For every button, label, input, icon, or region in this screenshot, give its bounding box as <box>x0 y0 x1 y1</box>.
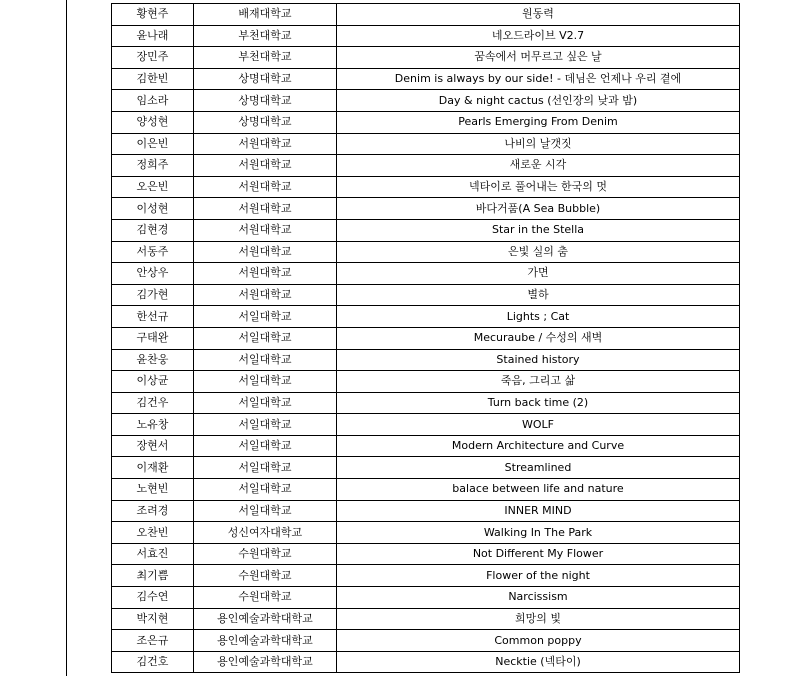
school-cell: 서원대학교 <box>194 241 337 263</box>
work-title-cell: 은빛 실의 춤 <box>337 241 740 263</box>
table-row <box>112 133 740 155</box>
school-cell: 서일대학교 <box>194 479 337 501</box>
table-row <box>112 263 740 285</box>
award-list-table <box>111 3 740 673</box>
page-left-border <box>66 0 67 676</box>
table-row <box>112 349 740 371</box>
table-row <box>112 522 740 544</box>
school-cell: 서일대학교 <box>194 306 337 328</box>
student-name-cell: 김현경 <box>112 219 194 241</box>
table-row <box>112 241 740 263</box>
work-title-cell: 죽음, 그리고 삶 <box>337 371 740 393</box>
table-row <box>112 587 740 609</box>
work-title-cell: 네오드라이브 V2.7 <box>337 25 740 47</box>
table-row <box>112 68 740 90</box>
table-row <box>112 500 740 522</box>
work-title-cell: Modern Architecture and Curve <box>337 435 740 457</box>
school-cell: 서원대학교 <box>194 284 337 306</box>
school-cell: 서일대학교 <box>194 327 337 349</box>
student-name-cell: 양성현 <box>112 111 194 133</box>
student-name-cell: 임소라 <box>112 90 194 112</box>
table-row <box>112 435 740 457</box>
table-row <box>112 651 740 673</box>
school-cell: 용인예술과학대학교 <box>194 608 337 630</box>
table-row <box>112 457 740 479</box>
table-row <box>112 47 740 69</box>
student-name-cell: 정희주 <box>112 155 194 177</box>
student-name-cell: 구태완 <box>112 327 194 349</box>
school-cell: 부천대학교 <box>194 25 337 47</box>
table-row <box>112 111 740 133</box>
work-title-cell: WOLF <box>337 414 740 436</box>
student-name-cell: 김한빈 <box>112 68 194 90</box>
student-name-cell: 조려경 <box>112 500 194 522</box>
table-row <box>112 284 740 306</box>
student-name-cell: 노유창 <box>112 414 194 436</box>
work-title-cell: 새로운 시각 <box>337 155 740 177</box>
student-name-cell: 이상균 <box>112 371 194 393</box>
table-row <box>112 155 740 177</box>
school-cell: 수원대학교 <box>194 543 337 565</box>
student-name-cell: 김건우 <box>112 392 194 414</box>
work-title-cell: 넥타이로 풀어내는 한국의 멋 <box>337 176 740 198</box>
school-cell: 서일대학교 <box>194 414 337 436</box>
work-title-cell: Pearls Emerging From Denim <box>337 111 740 133</box>
school-cell: 서일대학교 <box>194 371 337 393</box>
table-row <box>112 630 740 652</box>
work-title-cell: 바다거품(A Sea Bubble) <box>337 198 740 220</box>
table-row <box>112 392 740 414</box>
school-cell: 용인예술과학대학교 <box>194 651 337 673</box>
document-table-container <box>111 3 740 673</box>
table-row <box>112 219 740 241</box>
table-row <box>112 198 740 220</box>
work-title-cell: Necktie (넥타이) <box>337 651 740 673</box>
work-title-cell: Flower of the night <box>337 565 740 587</box>
student-name-cell: 한선규 <box>112 306 194 328</box>
work-title-cell: Turn back time (2) <box>337 392 740 414</box>
student-name-cell: 최기쁨 <box>112 565 194 587</box>
school-cell: 상명대학교 <box>194 68 337 90</box>
school-cell: 배재대학교 <box>194 4 337 26</box>
table-row <box>112 327 740 349</box>
school-cell: 서원대학교 <box>194 219 337 241</box>
school-cell: 수원대학교 <box>194 565 337 587</box>
school-cell: 상명대학교 <box>194 111 337 133</box>
student-name-cell: 오찬빈 <box>112 522 194 544</box>
work-title-cell: Lights ; Cat <box>337 306 740 328</box>
student-name-cell: 서동주 <box>112 241 194 263</box>
school-cell: 용인예술과학대학교 <box>194 630 337 652</box>
student-name-cell: 이성현 <box>112 198 194 220</box>
school-cell: 서원대학교 <box>194 176 337 198</box>
work-title-cell: balace between life and nature <box>337 479 740 501</box>
work-title-cell: Stained history <box>337 349 740 371</box>
school-cell: 부천대학교 <box>194 47 337 69</box>
school-cell: 서일대학교 <box>194 349 337 371</box>
school-cell: 서일대학교 <box>194 500 337 522</box>
student-name-cell: 오은빈 <box>112 176 194 198</box>
work-title-cell: 희망의 빛 <box>337 608 740 630</box>
work-title-cell: 가면 <box>337 263 740 285</box>
work-title-cell: Common poppy <box>337 630 740 652</box>
work-title-cell: 원동력 <box>337 4 740 26</box>
student-name-cell: 조은규 <box>112 630 194 652</box>
work-title-cell: 꿈속에서 머무르고 싶은 날 <box>337 47 740 69</box>
work-title-cell: Mecuraube / 수성의 새벽 <box>337 327 740 349</box>
school-cell: 서원대학교 <box>194 155 337 177</box>
student-name-cell: 김수연 <box>112 587 194 609</box>
school-cell: 서원대학교 <box>194 263 337 285</box>
work-title-cell: Not Different My Flower <box>337 543 740 565</box>
student-name-cell: 김가현 <box>112 284 194 306</box>
table-row <box>112 4 740 26</box>
work-title-cell: Narcissism <box>337 587 740 609</box>
school-cell: 상명대학교 <box>194 90 337 112</box>
school-cell: 서원대학교 <box>194 133 337 155</box>
student-name-cell: 김건호 <box>112 651 194 673</box>
work-title-cell: 별하 <box>337 284 740 306</box>
work-title-cell: Streamlined <box>337 457 740 479</box>
student-name-cell: 황현주 <box>112 4 194 26</box>
table-row <box>112 306 740 328</box>
school-cell: 서원대학교 <box>194 198 337 220</box>
table-row <box>112 543 740 565</box>
table-row <box>112 90 740 112</box>
school-cell: 서일대학교 <box>194 457 337 479</box>
work-title-cell: Walking In The Park <box>337 522 740 544</box>
student-name-cell: 윤찬웅 <box>112 349 194 371</box>
table-body <box>112 4 740 673</box>
table-row <box>112 608 740 630</box>
table-row <box>112 176 740 198</box>
student-name-cell: 윤나래 <box>112 25 194 47</box>
student-name-cell: 장민주 <box>112 47 194 69</box>
work-title-cell: Denim is always by our side! - 데님은 언제나 우리 곁에 <box>337 68 740 90</box>
student-name-cell: 서효진 <box>112 543 194 565</box>
work-title-cell: Day & night cactus (선인장의 낮과 밤) <box>337 90 740 112</box>
work-title-cell: 나비의 날갯짓 <box>337 133 740 155</box>
school-cell: 서일대학교 <box>194 392 337 414</box>
table-row <box>112 479 740 501</box>
work-title-cell: Star in the Stella <box>337 219 740 241</box>
student-name-cell: 안상우 <box>112 263 194 285</box>
student-name-cell: 이은빈 <box>112 133 194 155</box>
table-row <box>112 414 740 436</box>
student-name-cell: 장현서 <box>112 435 194 457</box>
table-row <box>112 25 740 47</box>
school-cell: 성신여자대학교 <box>194 522 337 544</box>
student-name-cell: 노현빈 <box>112 479 194 501</box>
school-cell: 서일대학교 <box>194 435 337 457</box>
student-name-cell: 박지현 <box>112 608 194 630</box>
student-name-cell: 이재환 <box>112 457 194 479</box>
table-row <box>112 565 740 587</box>
school-cell: 수원대학교 <box>194 587 337 609</box>
table-row <box>112 371 740 393</box>
work-title-cell: INNER MIND <box>337 500 740 522</box>
